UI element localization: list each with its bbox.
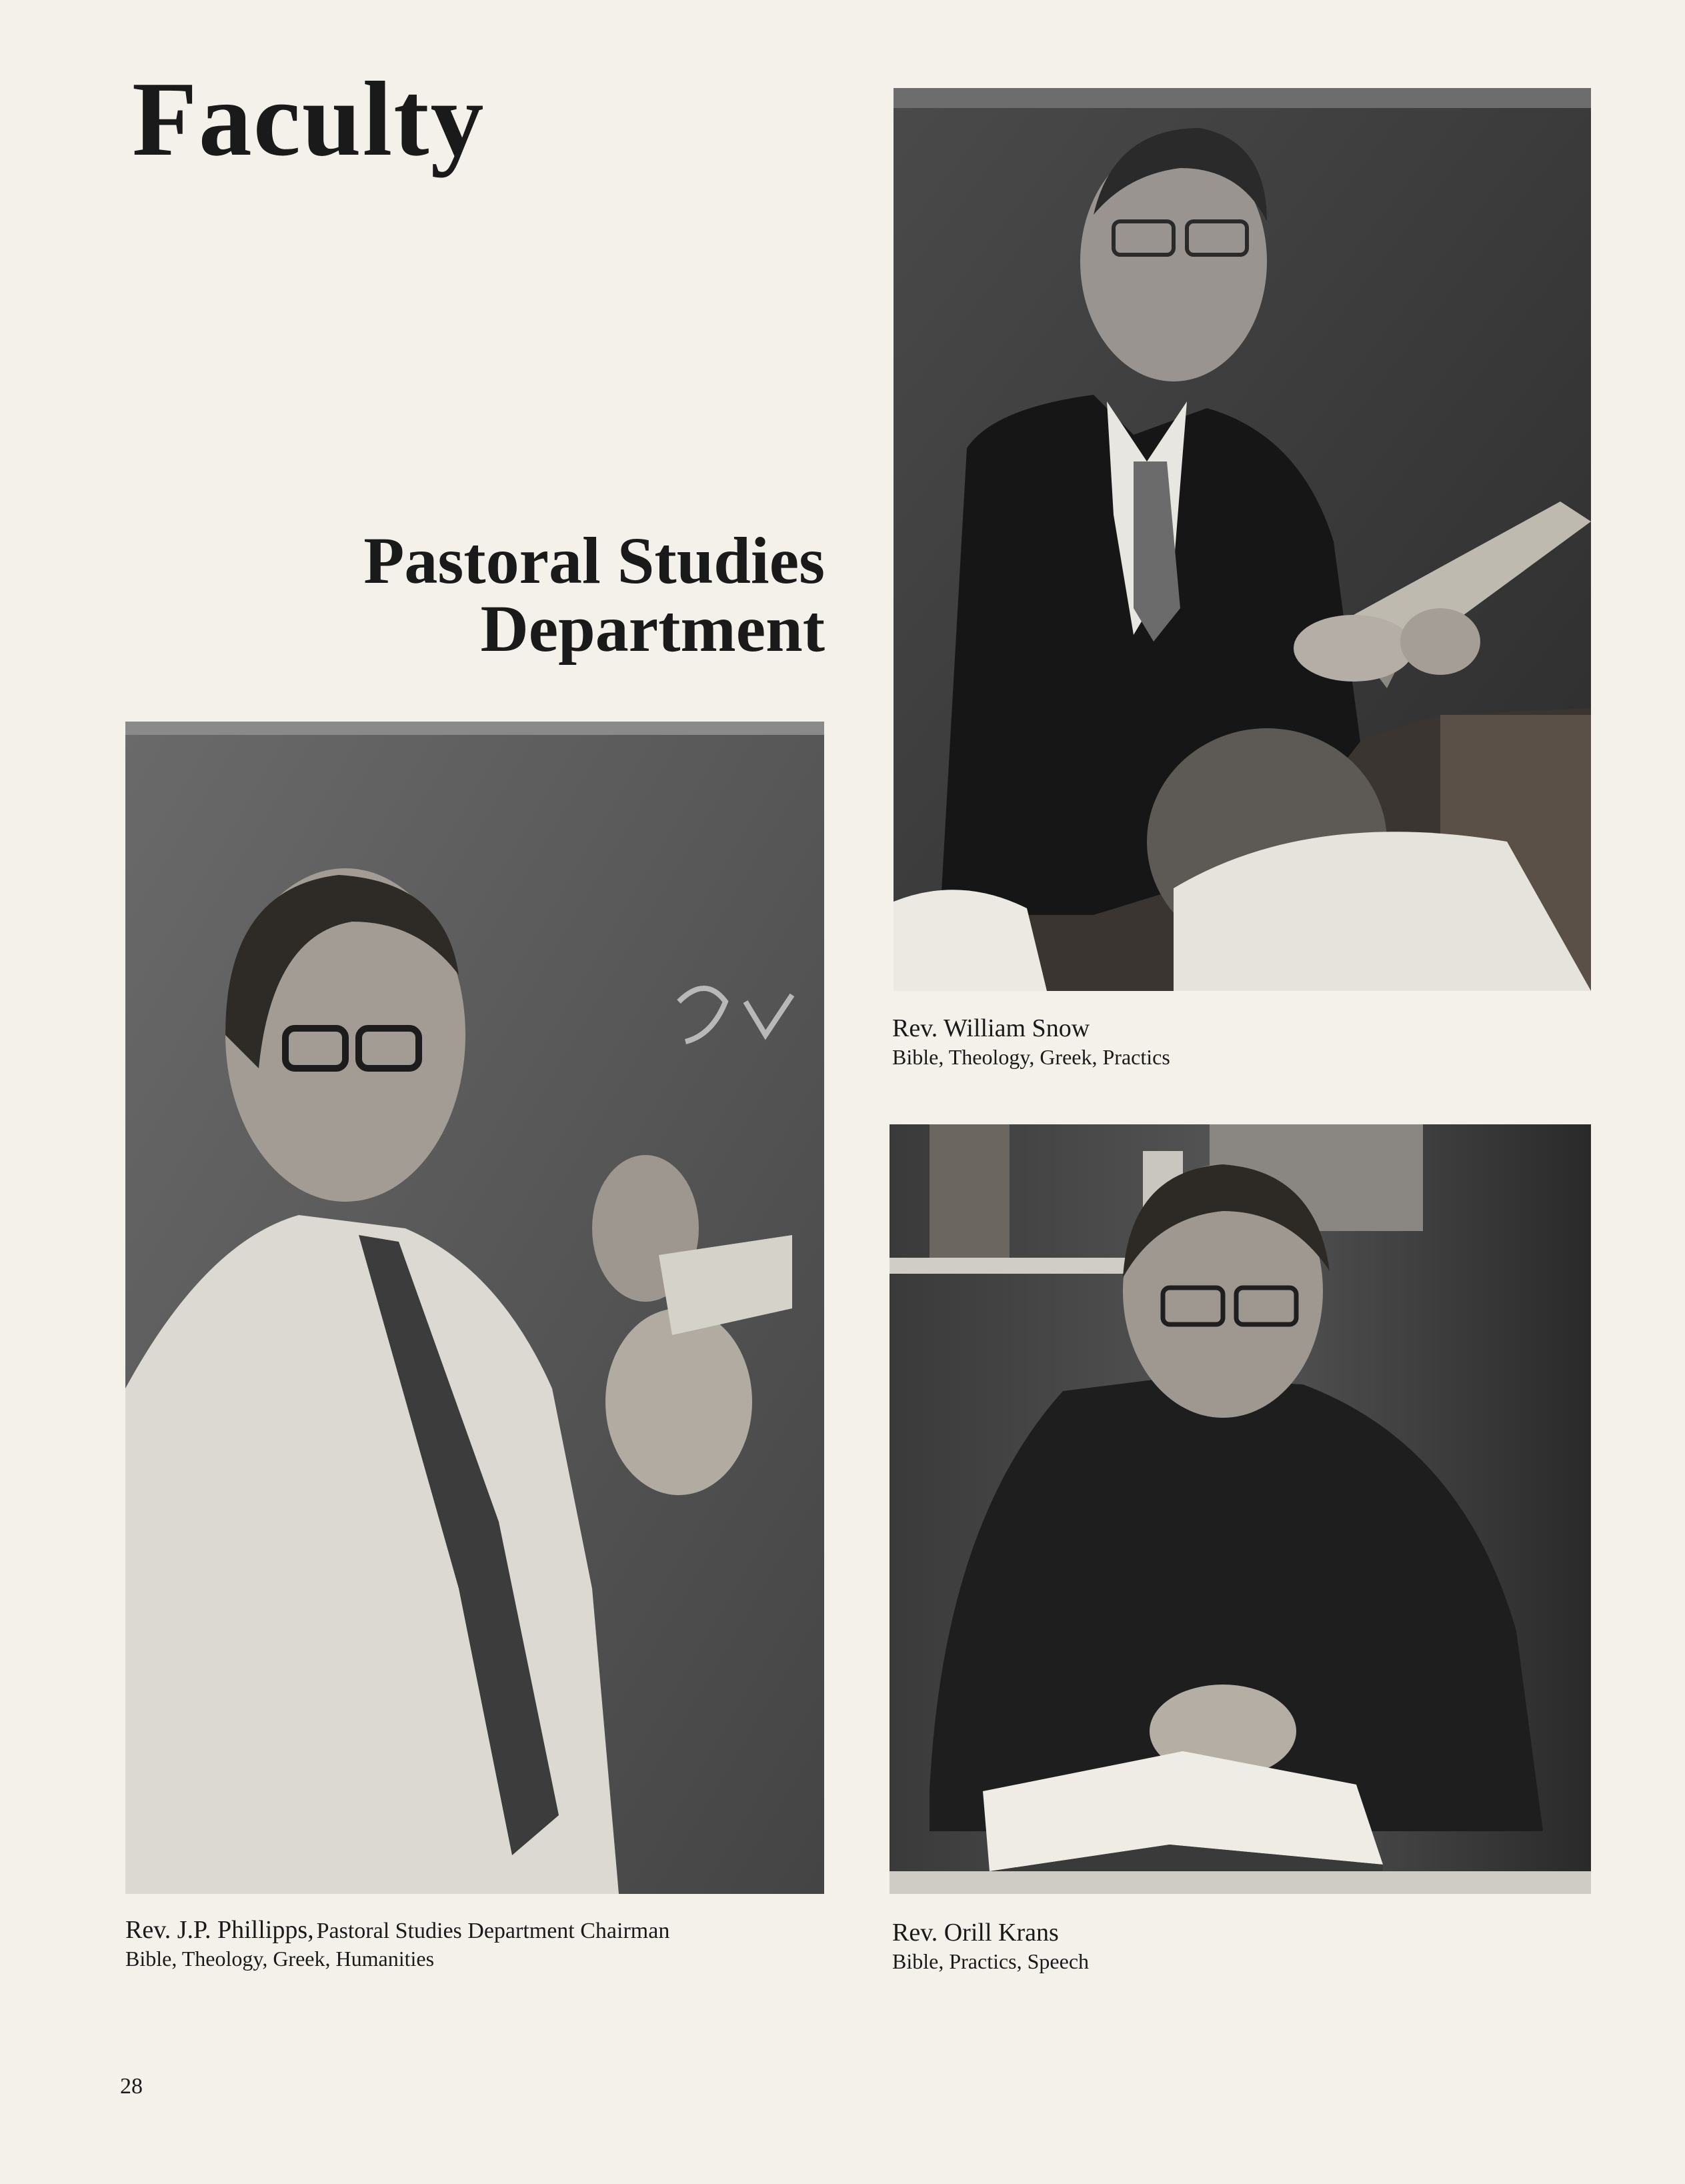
- caption-jp-phillipps: [125, 1915, 669, 1971]
- photo-william-snow: [894, 88, 1591, 991]
- department-title-line-1: Pastoral Studies: [363, 523, 825, 598]
- photo-jp-phillipps: [125, 722, 824, 1894]
- caption-name: Rev. William Snow: [892, 1014, 1090, 1042]
- caption-orill-krans: [892, 1918, 1089, 1974]
- photo-jp-phillipps-illustration: [125, 722, 824, 1894]
- department-title: [363, 523, 825, 666]
- photo-orill-krans-illustration: [890, 1124, 1591, 1894]
- photo-william-snow-illustration: [894, 88, 1591, 991]
- page-title: Faculty: [132, 59, 485, 178]
- caption-subjects: Bible, Practics, Speech: [892, 1949, 1090, 1973]
- caption-subjects: Bible, Theology, Greek, Humanities: [125, 1946, 435, 1971]
- department-title-line-2: Department: [480, 592, 825, 666]
- caption-role: Pastoral Studies Department Chairman: [316, 1919, 670, 1943]
- caption-name: Rev. Orill Krans: [892, 1919, 1059, 1947]
- caption-william-snow: [892, 1014, 1170, 1070]
- photo-orill-krans: [890, 1124, 1591, 1894]
- caption-subjects: Bible, Theology, Greek, Practics: [892, 1044, 1170, 1069]
- caption-name: Rev. J.P. Phillipps,: [125, 1916, 314, 1944]
- page-number: 28: [120, 2074, 143, 2099]
